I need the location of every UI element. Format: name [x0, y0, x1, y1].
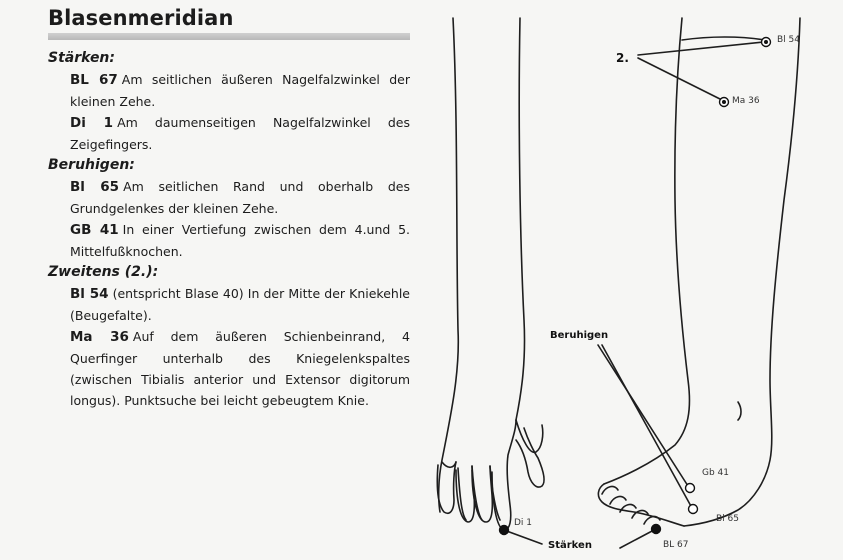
- entry-bl67: [70, 69, 410, 112]
- leader-beruhigen-to-bl65: [602, 345, 692, 508]
- section-heading: Zweitens (2.):: [48, 264, 159, 280]
- leader-beruhigen-to-gb41: [598, 345, 688, 486]
- label-bl54: Bl 54: [777, 35, 800, 45]
- leader-two-to-bl54: [638, 42, 764, 55]
- title-underline: [48, 33, 410, 40]
- leader-staerken-to-bl67: [620, 530, 654, 548]
- point-di1-marker: [500, 526, 509, 535]
- ankle-mark: [738, 402, 741, 420]
- entry-text: Am seitlichen Rand und oberhalb des Grundgelenkes der kleinen Zehe.: [70, 179, 410, 216]
- page-title: Blasenmeridian: [48, 6, 234, 30]
- section-staerken: [48, 48, 420, 155]
- anatomy-figure: [420, 0, 843, 560]
- entry-code: Di 1: [70, 115, 114, 131]
- entry-code: BL 67: [70, 72, 118, 88]
- leg-outline-front: [604, 18, 689, 484]
- entry-text: In einer Vertiefung zwischen dem 4.und 5. Mittelfußknochen.: [70, 222, 411, 259]
- entry-gb41: [70, 219, 410, 262]
- finger-4: [492, 420, 516, 530]
- foot-outline: [598, 484, 684, 526]
- entry-code: Bl 54: [70, 286, 109, 302]
- point-gb41-marker: [686, 484, 695, 493]
- text-column: [48, 6, 420, 411]
- entry-text: (entspricht Blase 40) In der Mitte der Kniekehle (Beugefalte).: [70, 286, 410, 323]
- section-heading: Stärken:: [48, 50, 115, 66]
- section-heading: Beruhigen:: [48, 157, 135, 173]
- entry-code: GB 41: [70, 222, 119, 238]
- label-bl67: BL 67: [663, 540, 689, 550]
- label-gb41: Gb 41: [702, 468, 729, 478]
- toe-1: [602, 487, 618, 494]
- entry-bl54: [70, 283, 410, 326]
- leg-outline-back: [684, 18, 800, 526]
- toe-5: [644, 517, 660, 524]
- section-beruhigen: [48, 155, 420, 262]
- entry-text: Am daumenseitigen Nagelfalzwinkel des Zeigefingers.: [70, 115, 410, 152]
- knee-line: [682, 37, 765, 40]
- entry-text: Auf dem äußeren Schienbeinrand, 4 Querfinger unterhalb des Kniegelenkspaltes (zwischen Tibialis anterior und Extensor digitorum longus). Punktsuche bei leicht gebeugtem Knie.: [70, 329, 410, 408]
- entry-code: Bl 65: [70, 179, 120, 195]
- label-staerken: Stärken: [548, 540, 592, 551]
- point-bl67-marker: [652, 525, 661, 534]
- label-bl65: Bl 65: [716, 514, 739, 524]
- entry-text: Am seitlichen äußeren Nagelfalzwinkel der kleinen Zehe.: [70, 72, 410, 109]
- label-ma36: Ma 36: [732, 96, 760, 106]
- section-zweitens: [48, 262, 420, 411]
- label-beruhigen: Beruhigen: [550, 330, 609, 341]
- toe-2: [610, 497, 626, 504]
- entry-di1: [70, 112, 410, 155]
- leader-staerken-to-di1: [504, 530, 542, 544]
- point-bl65-marker: [689, 505, 698, 514]
- point-markers: [500, 38, 771, 535]
- entry-bl65: [70, 176, 410, 219]
- entry-ma36: [70, 326, 410, 411]
- anatomy-drawing: [420, 0, 843, 560]
- entry-code: Ma 36: [70, 329, 129, 345]
- label-di1: Di 1: [514, 518, 533, 528]
- label-two: 2.: [616, 51, 629, 65]
- arm-outline-left: [439, 18, 459, 512]
- leader-two-to-ma36: [638, 58, 722, 100]
- thumb: [516, 428, 544, 487]
- arm-outline-right: [516, 18, 525, 420]
